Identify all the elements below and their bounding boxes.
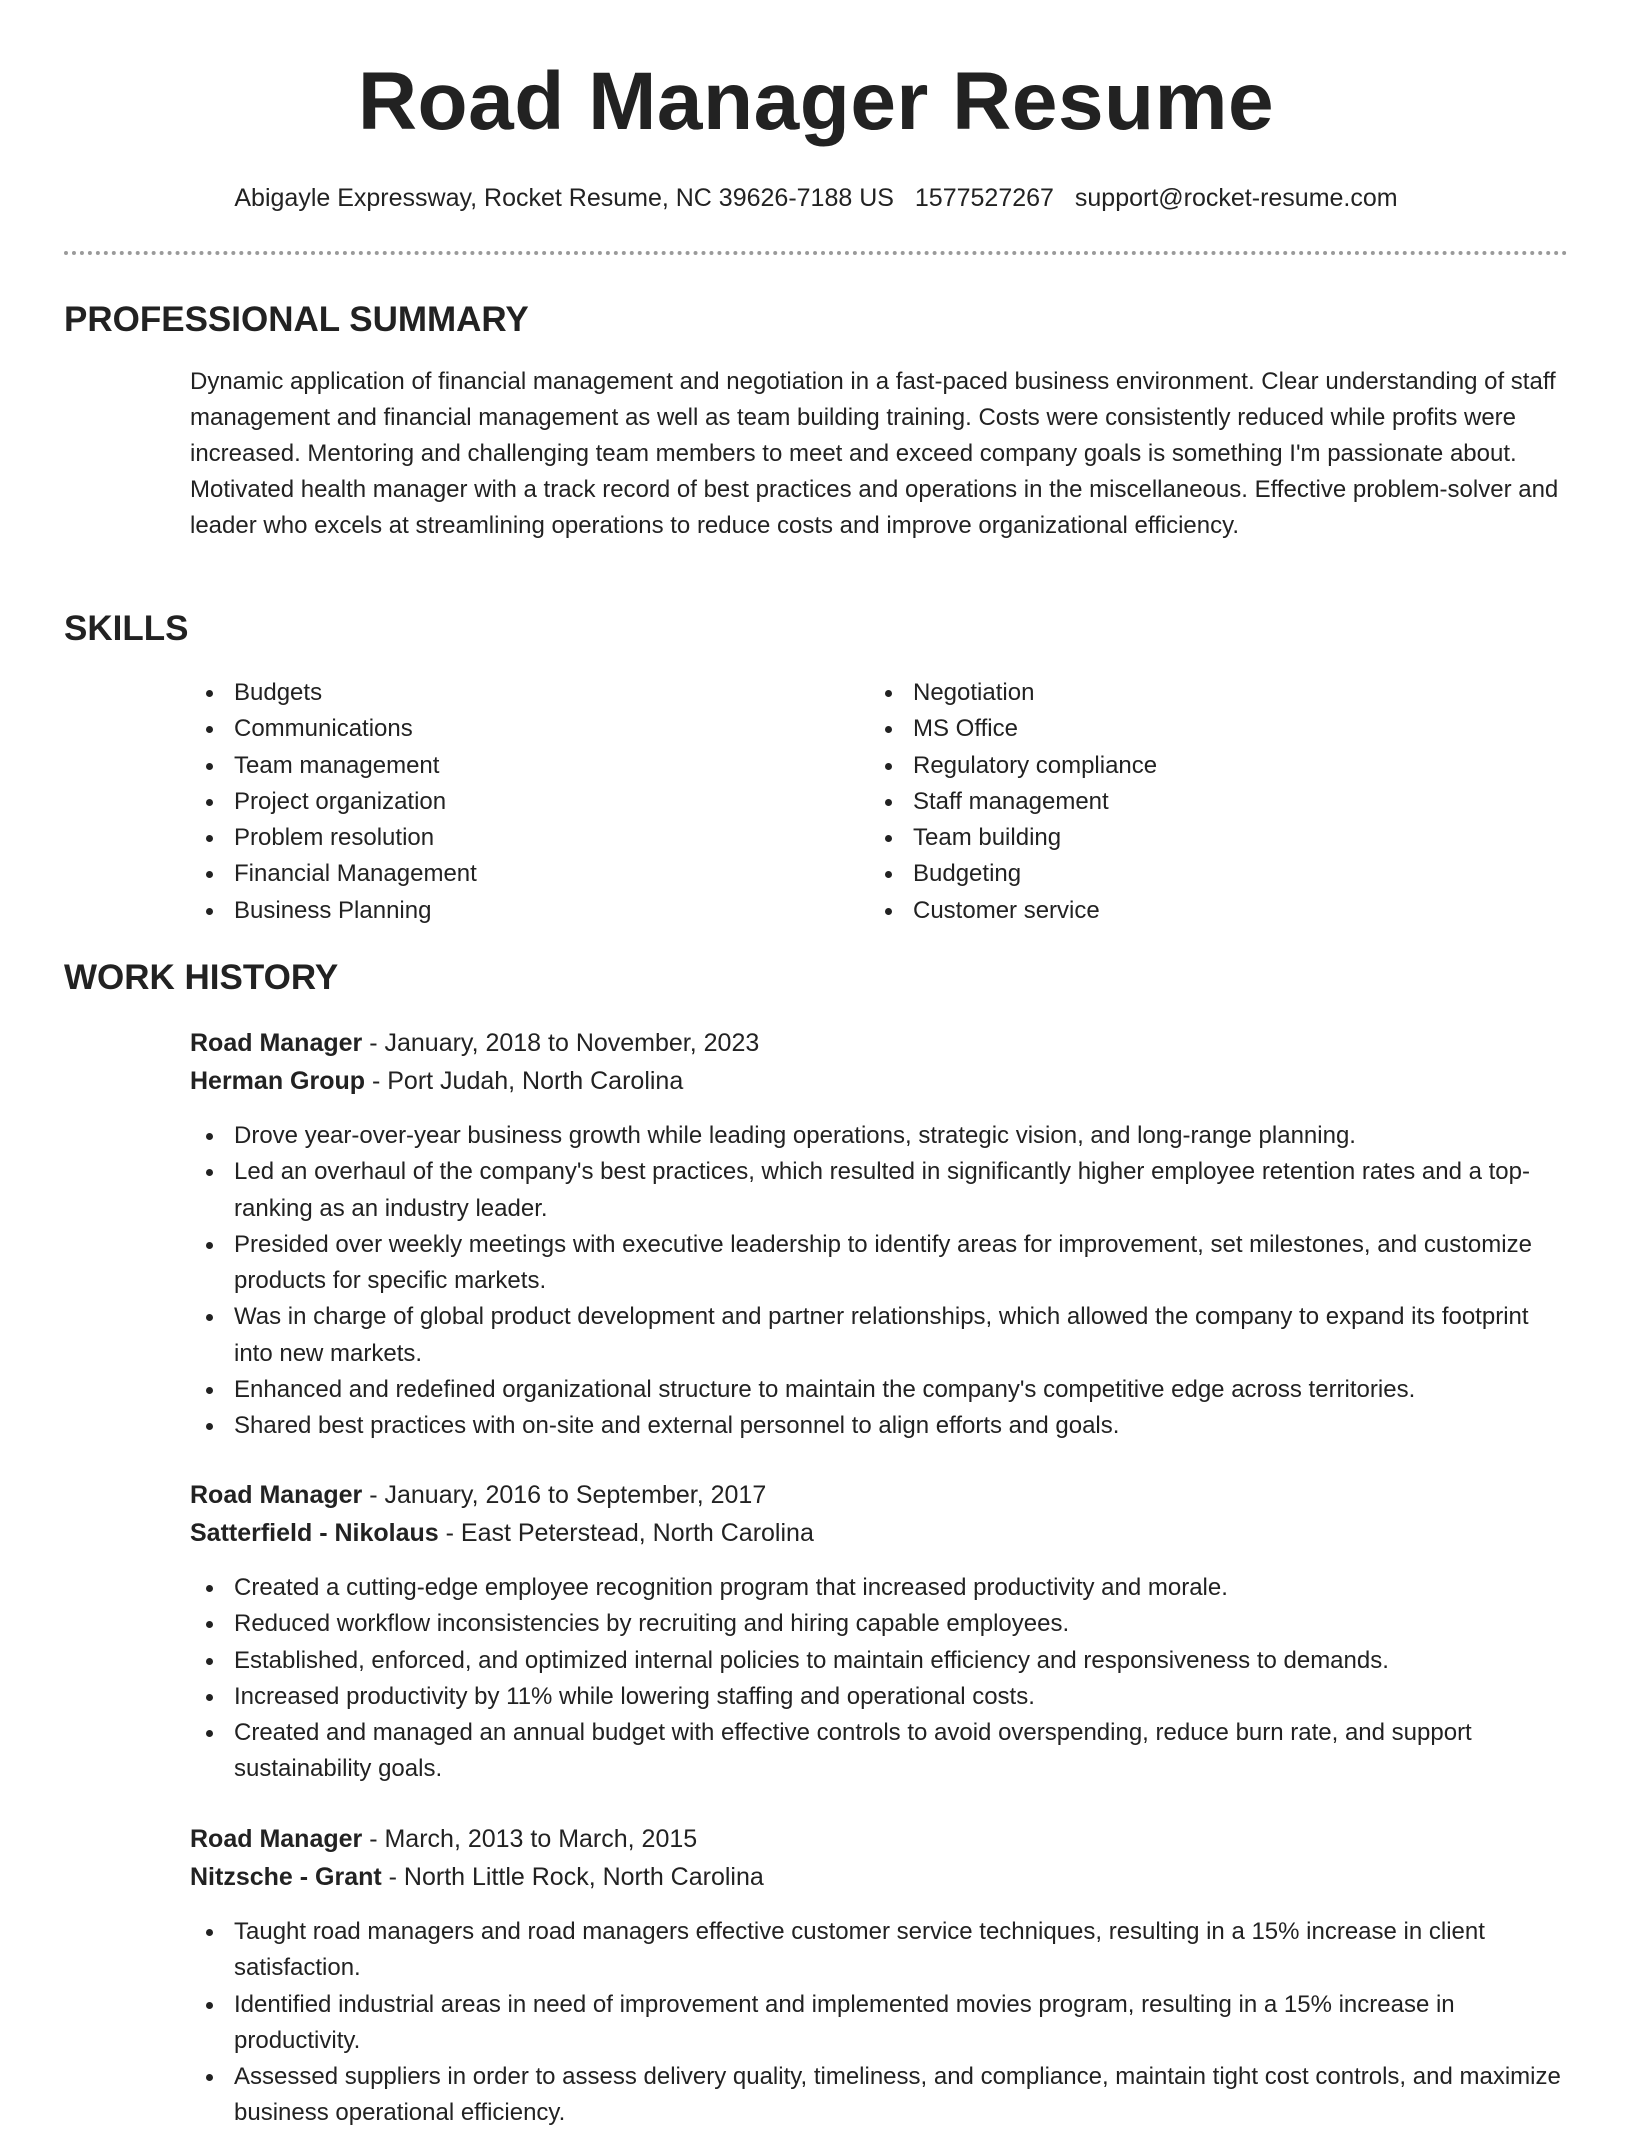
job-bullet: Created a cutting-edge employee recognition program that increased productivity and morale. [190, 1570, 1570, 1606]
contact-email: support@rocket-resume.com [1074, 184, 1398, 212]
job-bullets [190, 1118, 1570, 1445]
job-title-line [190, 1820, 1570, 1858]
skill-item: Budgeting [869, 856, 1509, 892]
job-bullet: Established, enforced, and optimized internal policies to maintain efficiency and responsiveness to demands. [190, 1643, 1570, 1679]
job-dates: - March, 2013 to March, 2015 [362, 1825, 698, 1853]
job-title: Road Manager [190, 1825, 363, 1853]
skill-item: Staff management [869, 784, 1509, 820]
job-company-line [190, 1062, 1570, 1100]
job-bullet: Was in charge of global product development and partner relationships, which allowed the company to expand its footprint into new markets. [190, 1299, 1570, 1372]
job-bullet: Reduced workflow inconsistencies by recruiting and hiring capable employees. [190, 1606, 1570, 1642]
job-bullet: Taught road managers and road managers effective customer service techniques, resulting in a 15% increase in client satisfaction. [190, 1914, 1570, 1987]
skill-item: Regulatory compliance [869, 748, 1509, 784]
skill-item: MS Office [869, 711, 1509, 747]
job-bullet: Led an overhaul of the company's best practices, which resulted in significantly higher employee retention rates and a top-ranking as an industry leader. [190, 1154, 1570, 1227]
job-bullet: Drove year-over-year business growth while leading operations, strategic vision, and long-range planning. [190, 1118, 1570, 1154]
work-history-heading: WORK HISTORY [64, 958, 339, 997]
job-dates: - January, 2018 to November, 2023 [362, 1029, 760, 1057]
job-title: Road Manager [190, 1481, 363, 1509]
job-title-line [190, 1024, 1570, 1062]
skill-item: Business Planning [190, 893, 830, 929]
skill-item: Customer service [869, 893, 1509, 929]
header-divider [64, 251, 1568, 255]
job-title-line [190, 1476, 1570, 1514]
job-header [190, 1024, 1570, 1100]
skill-item: Negotiation [869, 675, 1509, 711]
skills-heading: SKILLS [64, 609, 189, 648]
job-bullets [190, 1570, 1570, 1788]
job-bullets [190, 1914, 1570, 2132]
job-bullet: Shared best practices with on-site and external personnel to align efforts and goals. [190, 1408, 1570, 1444]
job-bullet: Identified industrial areas in need of improvement and implemented movies program, resulting in a 15% increase in productivity. [190, 1987, 1570, 2060]
job-company: Satterfield - Nikolaus [190, 1519, 439, 1547]
summary-text: Dynamic application of financial management and negotiation in a fast-paced business environment. Clear understanding of staff management and financial management as well as team building training. Costs were consistently reduced while profits were increased. Mentoring and challenging team members to meet and exceed company goals is something I'm passionate about. Motivated health manager with a track record of best practices and operations in the miscellaneous. Effective problem-solver and leader who excels at streamlining operations to reduce costs and improve organizational efficiency. [190, 368, 1559, 539]
job-bullet: Presided over weekly meetings with executive leadership to identify areas for improvement, set milestones, and customize products for specific markets. [190, 1227, 1570, 1300]
skill-item: Team building [869, 820, 1509, 856]
job-header [190, 1476, 1570, 1552]
summary-heading: PROFESSIONAL SUMMARY [64, 300, 529, 339]
job-title: Road Manager [190, 1029, 363, 1057]
skill-item: Team management [190, 748, 830, 784]
skill-item: Problem resolution [190, 820, 830, 856]
job-location: - Port Judah, North Carolina [365, 1067, 684, 1095]
job-bullet: Increased productivity by 11% while lowering staffing and operational costs. [190, 1679, 1570, 1715]
resume-title: Road Manager Resume [357, 56, 1275, 147]
job-company-line [190, 1514, 1570, 1552]
job-bullet: Assessed suppliers in order to assess delivery quality, timeliness, and compliance, maintain tight cost controls, and maximize business operational efficiency. [190, 2059, 1570, 2132]
job-company: Nitzsche - Grant [190, 1863, 382, 1891]
contact-address: Abigayle Expressway, Rocket Resume, NC 39626-7188 US [234, 184, 894, 212]
skill-item: Project organization [190, 784, 830, 820]
job-header [190, 1820, 1570, 1896]
skill-item: Financial Management [190, 856, 830, 892]
job-location: - East Peterstead, North Carolina [438, 1519, 814, 1547]
skills-list-left [190, 675, 830, 929]
skill-item: Budgets [190, 675, 830, 711]
job-bullet: Created and managed an annual budget with effective controls to avoid overspending, reduce burn rate, and support sustainability goals. [190, 1715, 1570, 1788]
skills-list-right [869, 675, 1509, 929]
job-bullet: Enhanced and redefined organizational structure to maintain the company's competitive edge across territories. [190, 1372, 1570, 1408]
skill-item: Communications [190, 711, 830, 747]
job-company-line [190, 1858, 1570, 1896]
job-location: - North Little Rock, North Carolina [381, 1863, 764, 1891]
contact-phone: 1577527267 [914, 184, 1054, 212]
contact-line [0, 180, 1632, 216]
job-dates: - January, 2016 to September, 2017 [362, 1481, 767, 1509]
job-company: Herman Group [190, 1067, 366, 1095]
